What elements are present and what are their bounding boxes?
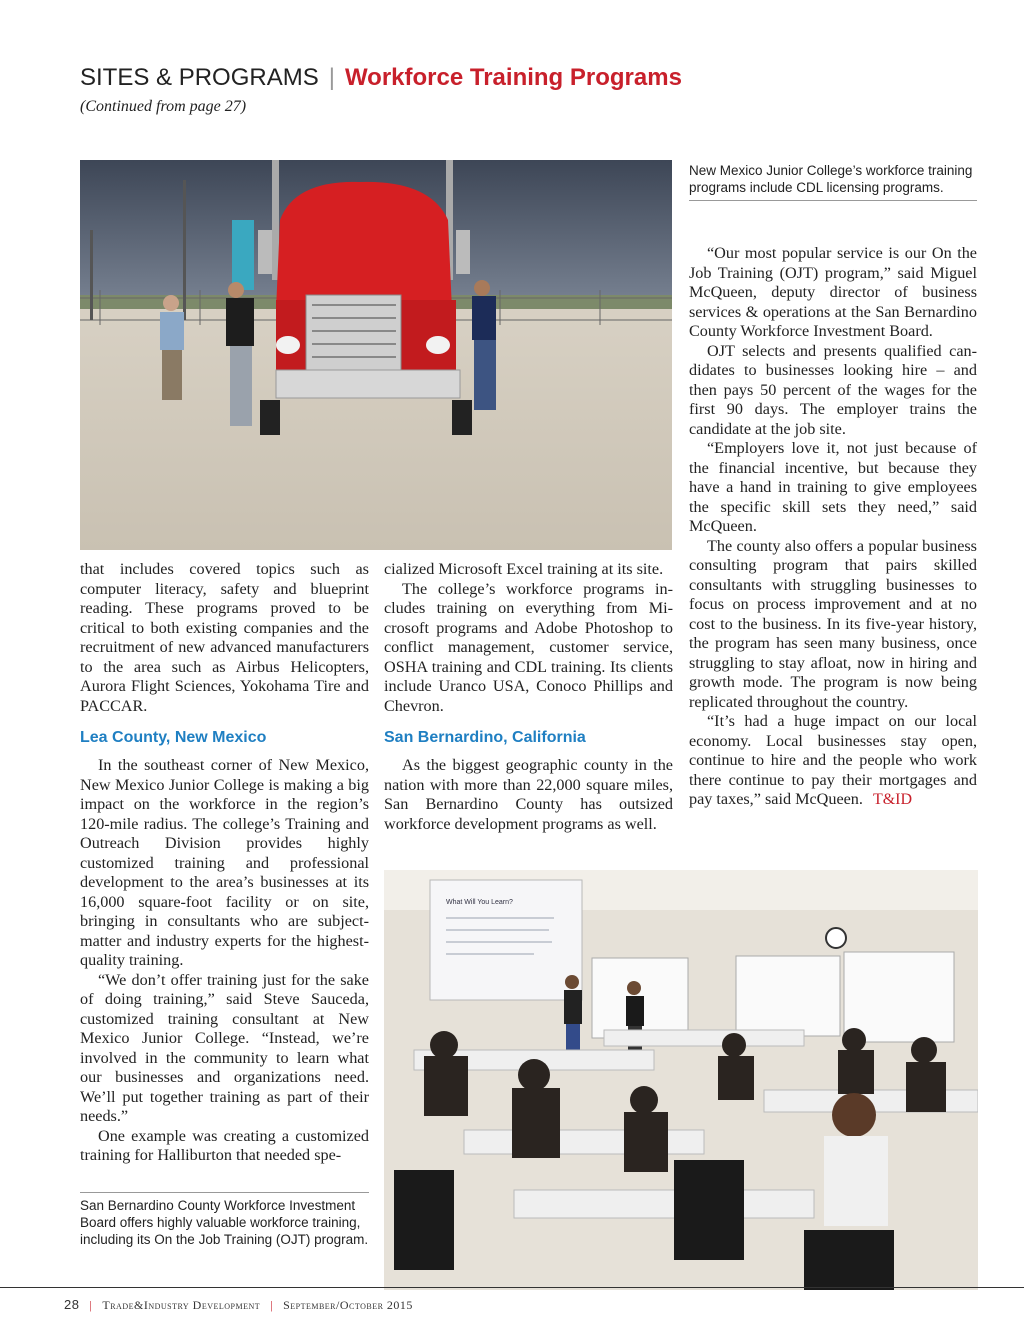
body-paragraph: The county also offers a popular business consulting program that pairs skilled consultants with struggling businesses to focus on process improvement and at no cost to the business. In its five-year history, the program has seen many business, once struggling to stay afloat, now in hiring and growth mode. The program is now being replicated throughout the country. <box>689 536 977 711</box>
continued-note: (Continued from page 27) <box>80 98 247 115</box>
body-paragraph: “We don’t offer training just for the sake of doing training,” said Steve Sauceda, customized training consultant at New Mexico Junior College. “Instead, we’re involved in the community to learn what our businesses and organizations need. We’ll put together training as part of their needs.” <box>80 970 369 1125</box>
footer-separator: | <box>89 1298 93 1312</box>
slide-title: What Will You Learn? <box>446 899 513 906</box>
section-title: Workforce Training Programs <box>344 64 682 91</box>
section-label: SITES & PROGRAMS <box>80 64 319 91</box>
body-paragraph: As the biggest geographic county in the nation with more than 22,000 square miles, San Bernardino County has outsized workforce development programs as well. <box>384 756 673 833</box>
classroom-photo <box>384 870 978 1290</box>
subheading-lea-county: Lea County, New Mexico <box>80 729 267 746</box>
section-header <box>80 64 682 92</box>
footer-rule <box>0 1287 1024 1288</box>
article-column-2 <box>384 560 673 834</box>
classroom-photo-caption: San Bernardino County Workforce Investment Board offers highly valuable workforce training, including its On the Job Training (OJT) program. <box>80 1192 369 1248</box>
truck-photo-caption: New Mexico Junior College’s workforce training programs include CDL licensing programs. <box>689 162 977 201</box>
article-column-3 <box>689 244 977 810</box>
header-separator: | <box>328 64 335 91</box>
body-paragraph: The college’s workforce programs includes training on everything from Microsoft programs and Adobe Photoshop to conflict management, customer service, OSHA training and CDL training. Its clients include Uranco USA, Conoco Phillips and Chevron. <box>384 579 673 715</box>
body-paragraph <box>689 712 977 810</box>
article-column-1 <box>80 560 369 1166</box>
body-text: “It’s had a huge impact on our local economy. Local businesses stay open, continue to hire and the people who work there continue to pay their mortgages and pay taxes,” said McQueen. <box>689 712 977 808</box>
body-paragraph: “Employers love it, not just because of the financial incentive, but because they have a hand in training to give employees the specific skill sets they need,” said McQueen. <box>689 439 977 535</box>
subheading-san-bernardino: San Bernardino, California <box>384 729 586 746</box>
footer-separator: | <box>270 1298 274 1312</box>
body-paragraph: “Our most popular service is our On the Job Training (OJT) program,” said Miguel McQueen, deputy director of business services & operations at the San Bernardino County Workforce Investment Board. <box>689 244 977 340</box>
body-paragraph: that includes covered topics such as computer literacy, safety and blueprint reading. These programs proved to be critical to both existing companies and the recruitment of new advanced manufacturers to the area such as Airbus Helicopters, Aurora Flight Sciences, Yokohama Tire and PACCAR. <box>80 560 369 715</box>
issue-date: September/October 2015 <box>283 1298 413 1312</box>
body-paragraph: cialized Microsoft Excel training at its site. <box>384 560 664 578</box>
body-paragraph: OJT selects and presents qualified candidates to businesses looking hire – and then pays 50 percent of the wages for the first 90 days. The employer trains the candidate at the job site. <box>689 341 977 438</box>
body-paragraph: In the southeast corner of New Mexico, New Mexico Junior College is making a big impact on the workforce in the region’s 120-mile radius. The college’s Training and Outreach Division provides highly customized training and professional development to the area’s businesses at its 16,000 square-foot facility or on site, bringing in consultants who are subject-matter and industry experts for the highest-quality training. <box>80 756 369 969</box>
truck-photo <box>80 160 672 550</box>
publication-name: Trade&Industry Development <box>102 1298 261 1312</box>
page-number: 28 <box>64 1297 80 1312</box>
end-mark: T&ID <box>872 791 913 808</box>
page-footer <box>64 1297 413 1313</box>
body-paragraph: One example was creating a customized training for Halliburton that needed spe- <box>80 1126 369 1164</box>
